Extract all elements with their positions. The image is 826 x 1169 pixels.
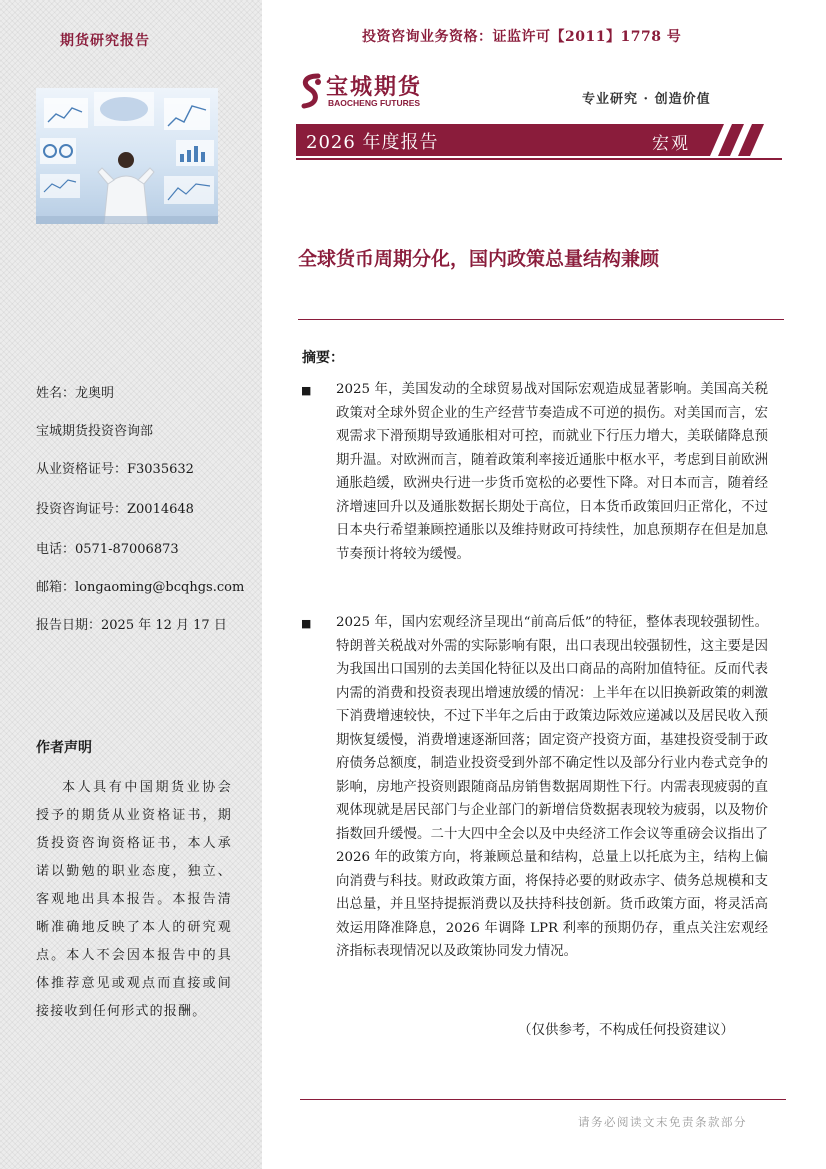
author-phone: 电话：0571-87006873 xyxy=(36,542,179,557)
bullet-square-icon: ■ xyxy=(301,617,312,630)
license-info: 投资咨询业务资格：证监许可【2011】1778 号 xyxy=(362,29,682,45)
consulting-number: 投资咨询证号：Z0014648 xyxy=(36,502,194,517)
sidebar xyxy=(0,0,262,1169)
logo-text-cn: 宝城期货 xyxy=(326,74,423,100)
investment-disclaimer-note: （仅供参考，不构成任何投资建议） xyxy=(518,1022,734,1038)
qualification-number: 从业资格证号：F3035632 xyxy=(36,462,194,477)
footer-divider xyxy=(300,1099,786,1100)
logo-emblem-icon xyxy=(298,72,324,110)
report-title: 全球货币周期分化，国内政策总量结构兼顾 xyxy=(298,248,660,270)
report-date: 报告日期：2025 年 12 月 17 日 xyxy=(36,618,227,633)
bullet-square-icon: ■ xyxy=(301,384,312,397)
abstract-paragraph-1: 2025 年，美国发动的全球贸易战对国际宏观造成显著影响。美国高关税政策对全球外贸企业的生产经营节奏造成不可逆的损伤。对美国而言，宏观需求下滑预期导致通胀相对可控，而就业下行压力增大，美联储降息预期升温。对欧洲而言，随着政策利率接近通胀中枢水平，考虑到目前欧洲通胀趋缓，欧洲央行进一步货币宽松的必要性下降。对日本而言，随着经济增速回升以及通胀数据长期处于高位，日本货币政策回归正常化，不过日本央行希望兼顾控通胀以及维持财政可持续性，加息预期存在但是加息节奏预计将较为缓慢。 xyxy=(336,382,768,562)
footer-disclaimer-link: 请务必阅读文末免责条款部分 xyxy=(578,1115,747,1129)
banner-stripes-icon xyxy=(706,124,782,158)
author-email: 邮箱：longaoming@bcqhgs.com xyxy=(36,580,245,595)
title-divider xyxy=(298,319,784,320)
author-name: 姓名：龙奥明 xyxy=(36,386,115,401)
logo-text-en: BAOCHENG FUTURES xyxy=(328,98,421,108)
author-department: 宝城期货投资咨询部 xyxy=(36,424,154,439)
report-type-label: 期货研究报告 xyxy=(60,33,150,49)
cover-image-analyst-screens xyxy=(36,88,218,224)
abstract-label: 摘要： xyxy=(302,350,344,366)
report-category: 宏观 xyxy=(652,134,690,154)
abstract-paragraph-2: 2025 年，国内宏观经济呈现出“前高后低”的特征，整体表现较强韧性。特朗普关税战对外需的实际影响有限，出口表现出较强韧性，这主要是因为我国出口国别的去美国化特征以及出口商品的高附加值特征。反而代表内需的消费和投资表现出增速放缓的情况：上半年在以旧换新政策的刺激下消费增速较快，不过下半年之后由于政策边际效应递减以及居民收入预期恢复缓慢，消费增速逐渐回落；固定资产投资方面，基建投资受制于政府债务总额度，制造业投资受到外部不确定性以及部分行业内卷式竞争的影响，房地产投资则跟随商品房销售数据周期性下行。内需表现疲弱的直观体现就是居民部门与企业部门的新增信贷数据表现较为疲弱，以及物价指数回升缓慢。二十大四中全会以及中央经济工作会议等重磅会议指出了 2026 年的政策方向，将兼顾总量和结构，总量上以托底为主，结构上偏向消费与科技。财政政策方面，将保持必要的财政赤字、债务总规模和支出总量，并且坚持提振消费以及扶持科技创新。货币政策方面，将灵活高效运用降准降息，2026 年调降 LPR 利率的预期仍存，重点关注宏观经济指标表现情况以及政策协同发力情况。 xyxy=(336,615,768,959)
company-logo xyxy=(298,70,438,112)
report-banner xyxy=(296,124,782,160)
analyst-illustration xyxy=(36,88,218,224)
company-slogan: 专业研究 · 创造价值 xyxy=(582,92,711,107)
author-statement-title: 作者声明 xyxy=(36,740,92,756)
report-year-label: 2026 年度报告 xyxy=(306,132,439,153)
author-statement-text: 本人具有中国期货业协会授予的期货从业资格证书，期货投资咨询资格证书，本人承诺以勤勉的职业态度，独立、客观地出具本报告。本报告清晰准确地反映了本人的研究观点。本人不会因本报告中的具体推荐意见或观点而直接或间接接收到任何形式的报酬。 xyxy=(36,780,232,1019)
